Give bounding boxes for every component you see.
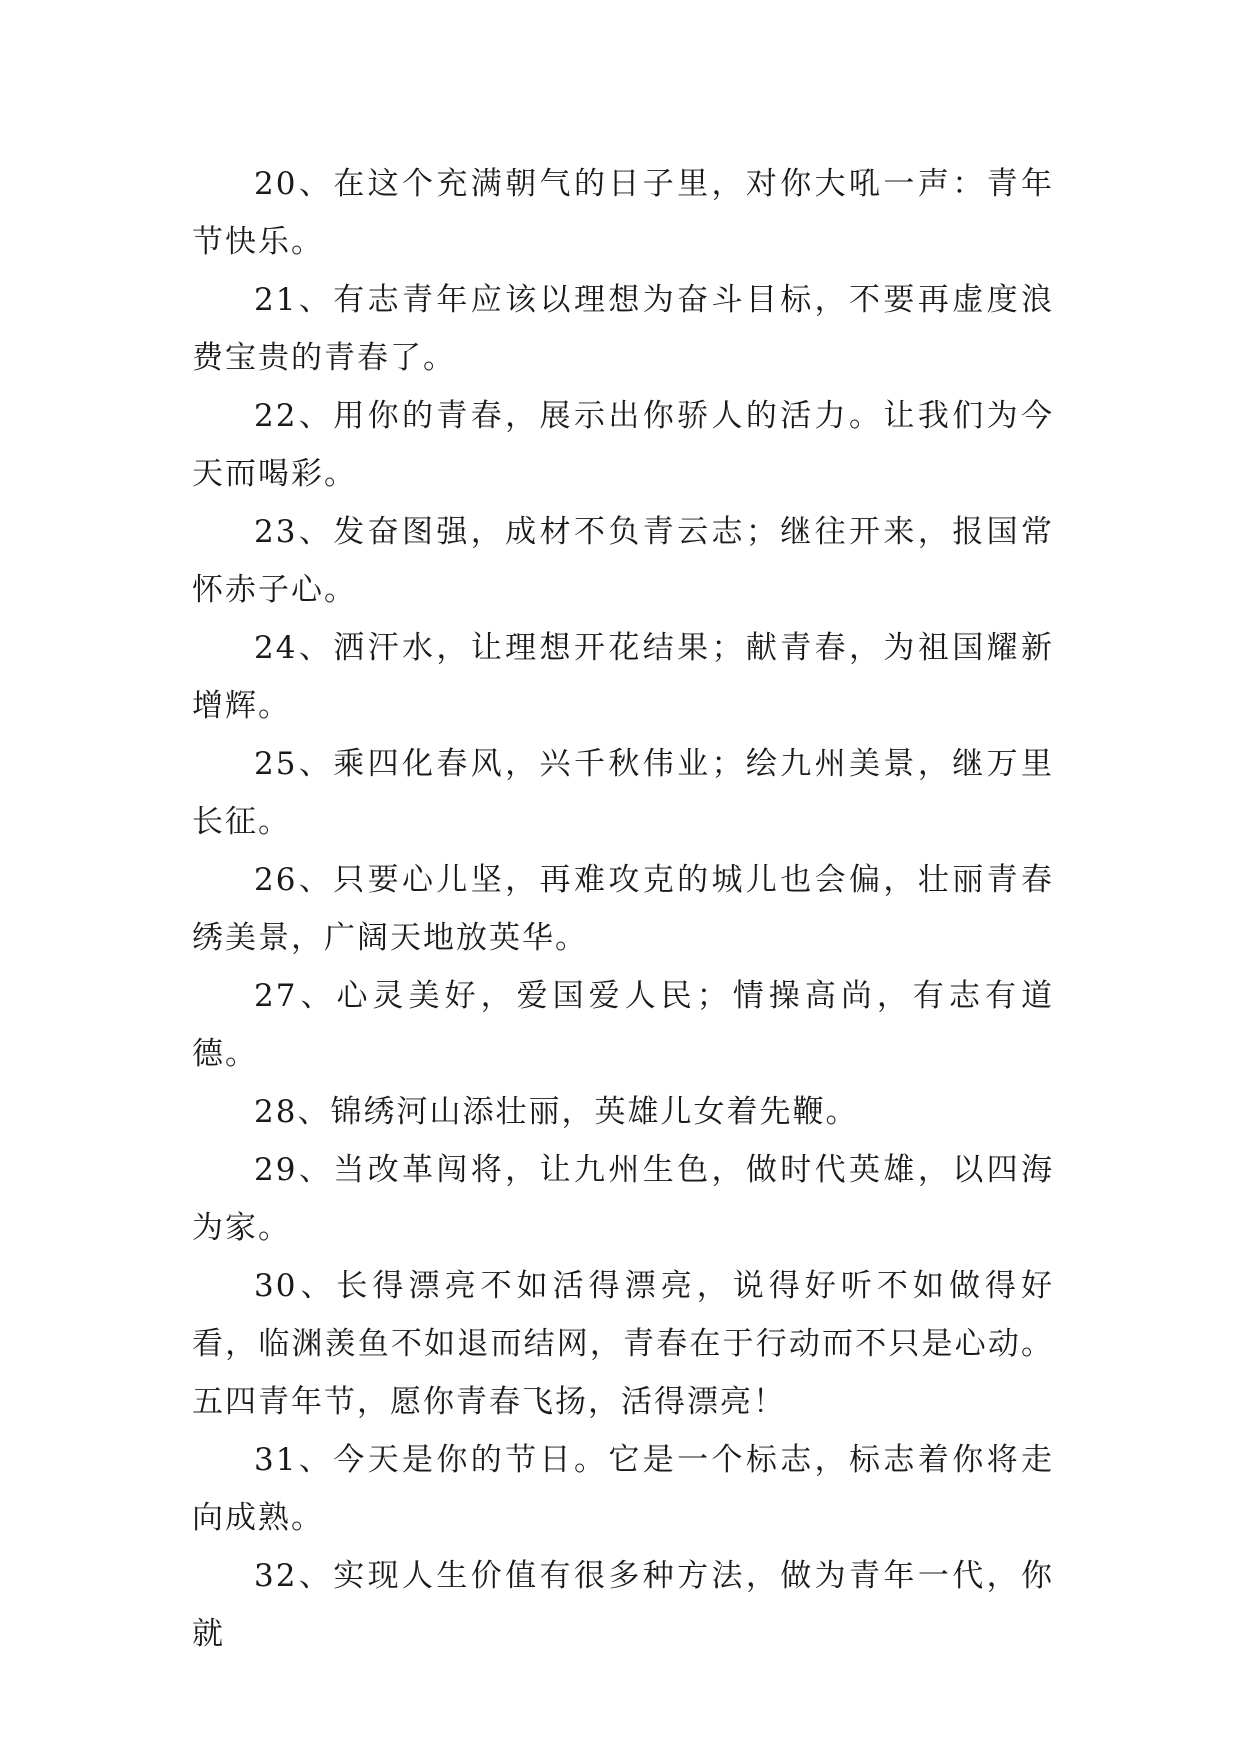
paragraph-27: 27、心灵美好，爱国爱人民；情操高尚，有志有道德。 — [192, 978, 1054, 1072]
paragraph-32: 32、实现人生价值有很多种方法，做为青年一代，你就 — [192, 1558, 1054, 1652]
paragraph-30: 30、长得漂亮不如活得漂亮，说得好听不如做得好看，临渊羡鱼不如退而结网，青春在于行动而不只是心动。五四青年节，愿你青春飞扬，活得漂亮！ — [192, 1268, 1054, 1420]
paragraph-22: 22、用你的青春，展示出你骄人的活力。让我们为今天而喝彩。 — [192, 398, 1054, 492]
paragraph-23: 23、发奋图强，成材不负青云志；继往开来，报国常怀赤子心。 — [192, 514, 1054, 608]
paragraph-29: 29、当改革闯将，让九州生色，做时代英雄，以四海为家。 — [192, 1152, 1054, 1246]
paragraph-26: 26、只要心儿坚，再难攻克的城儿也会偏，壮丽青春绣美景，广阔天地放英华。 — [192, 862, 1054, 956]
document-body — [192, 155, 1054, 1663]
paragraph-20: 20、在这个充满朝气的日子里，对你大吼一声：青年节快乐。 — [192, 166, 1054, 260]
paragraph-25: 25、乘四化春风，兴千秋伟业；绘九州美景，继万里长征。 — [192, 746, 1054, 840]
paragraph-21: 21、有志青年应该以理想为奋斗目标，不要再虚度浪费宝贵的青春了。 — [192, 282, 1054, 376]
paragraph-24: 24、洒汗水，让理想开花结果；献青春，为祖国耀新增辉。 — [192, 630, 1054, 724]
paragraph-31: 31、今天是你的节日。它是一个标志，标志着你将走向成熟。 — [192, 1442, 1054, 1536]
paragraph-28: 28、锦绣河山添壮丽，英雄儿女着先鞭。 — [254, 1094, 859, 1130]
